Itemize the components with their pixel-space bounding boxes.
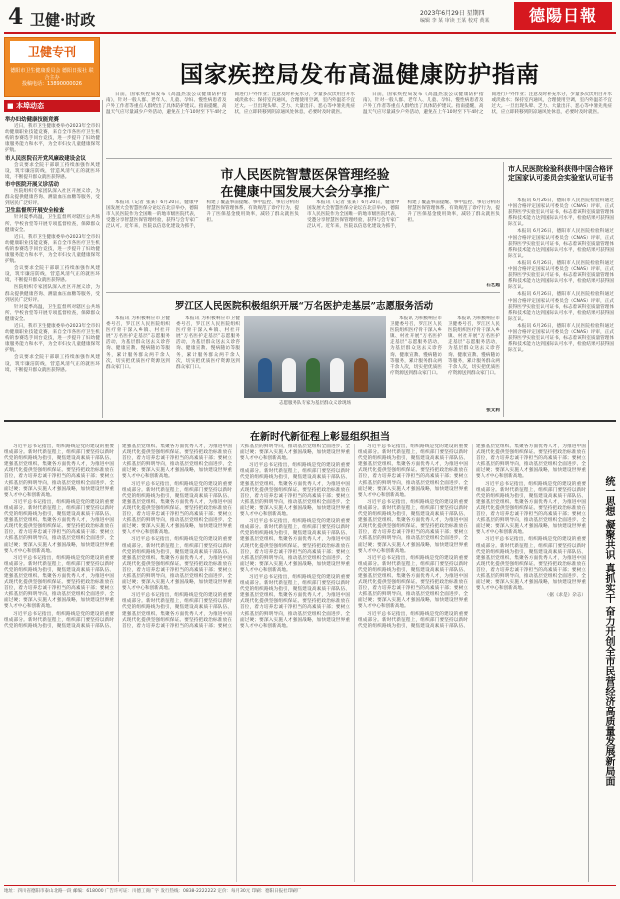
- news-headline: 市中医院开展义诊活动: [5, 181, 59, 188]
- news-body: 会议要求全院干部职工持续加强作风建设，筑牢廉洁防线，营造风清气正的就医环境，不断提升群众就医获得感。: [5, 355, 100, 373]
- section-divider: [106, 292, 500, 293]
- guide-article-body: [106, 92, 612, 154]
- article4-paragraph: 习近平总书记指出，组织路线是党的建设的重要组成部分。新时代新征程上，组织部门要坚持以新时代党的组织路线为指引，聚焦建设高素质干部队伍、建强基层党组织、集聚各方面优秀人才，为推进中国式现代化提供坚强组织保证。要坚持把政治标准放在首位，着力培养忠诚干净担当的高素质干部；要树立大抓基层的鲜明导向，推动基层党组织全面进步、全面过硬；要深入实施人才强国战略，加快建设世界重要人才中心和创新高地。: [122, 444, 350, 629]
- footer-rule: [4, 885, 616, 886]
- editor-credits: 编辑 李 某 审读 王某 校对 黄某: [420, 18, 490, 24]
- news-body: 近日，我市卫生健康委举办2023年全市妇幼健康职业技能竞赛，来自全市各医疗卫生机构的参赛选手同台竞技，进一步提升了妇幼健康服务能力和水平，为全市妇女儿童健康保驾护航。: [5, 234, 100, 265]
- news-bullet-icon: ■: [7, 102, 17, 110]
- article3-paragraph: 本报讯 为积极响应市卫健委号召，罗江区人民医院组织医疗骨干深入乡镇、村社开展“万名医护走基层”志愿服务活动，为基层群众送去义诊咨询、健康宣教、慢病随访等服务，累计服务群众两千余人次，切实把优质医疗资源送到群众家门口。: [390, 316, 442, 376]
- news-headline: 举办妇幼健康技能竞赛: [5, 117, 59, 123]
- sidebar-paragraph: 本报讯 6月26日，德阳市人民医院检验科通过中国合格评定国家认可委员会（CNAS）评审，正式获得医学实验室认可证书，标志着该科室质量管理体系和技术能力达到国际认可水平，检验结果可获得国际互认。: [508, 292, 614, 322]
- photo-figure: [306, 358, 320, 392]
- news-headline: 市人民医院召开党风廉政建设会议: [5, 155, 86, 162]
- article3-paragraph: 本报讯 为积极响应市卫健委号召，罗江区人民医院组织医疗骨干深入乡镇、村社开展“万名医护走基层”志愿服务活动，为基层群众送去义诊咨询、健康宣教、慢病随访等服务，累计服务群众两千余人次，切实把优质医疗资源送到群众家门口。: [176, 316, 240, 370]
- article3-title: 罗江区人民医院积极组织开展“万名医护走基层”志愿服务活动: [175, 301, 433, 312]
- article4-source: （据《求是》杂志）: [544, 593, 586, 599]
- sidebar-paragraph: 本报讯 6月26日，德阳市人民医院检验科通过中国合格评定国家认可委员会（CNAS）评审，正式获得医学实验室认可证书，标志着该科室质量管理体系和技术能力达到国际认可水平，检验结果可获得国际互认。: [508, 229, 614, 259]
- column-divider: [588, 440, 589, 882]
- local-news-label-text: 本埠动态: [16, 102, 45, 110]
- photo-figure: [258, 358, 272, 392]
- banner-title: 卫健专刊: [10, 41, 94, 63]
- sidebar-title: 市人民医院检验科获得中国合格评定国家认可委员会实验室认可证书: [508, 164, 613, 182]
- article4-paragraph: 习近平总书记指出，组织路线是党的建设的重要组成部分。新时代新征程上，组织部门要坚持以新时代党的组织路线为指引，聚焦建设高素质干部队伍、建强基层党组织、集聚各方面优秀人才，为推进中国式现代化提供坚强组织保证。要坚持把政治标准放在首位，着力培养忠诚干净担当的高素质干部；要树立大抓基层的鲜明导向，推动基层党组织全面进步、全面过硬；要深入实施人才强国战略，加快建设世界重要人才中心和创新高地。: [358, 444, 468, 498]
- news-body: 会议要求全院干部职工持续加强作风建设，筑牢廉洁防线，营造风清气正的就医环境，不断提升群众就医获得感。: [5, 162, 100, 180]
- article4-paragraph: 习近平总书记指出，组织路线是党的建设的重要组成部分。新时代新征程上，组织部门要坚持以新时代党的组织路线为指引，聚焦建设高素质干部队伍、建强基层党组织、集聚各方面优秀人才，为推进中国式现代化提供坚强组织保证。要坚持把政治标准放在首位，着力培养忠诚干净担当的高素质干部；要树立大抓基层的鲜明导向，推动基层党组织全面进步、全面过硬；要深入实施人才强国战略，加快建设世界重要人才中心和创新高地。: [4, 444, 232, 629]
- news-body: 会议要求全院干部职工持续加强作风建设，筑牢廉洁防线，营造风清气正的就医环境，不断提升群众就医获得感。: [5, 266, 100, 284]
- volunteer-photo: [244, 316, 386, 398]
- news-headline: 卫生监督所开展安全检查: [5, 208, 65, 215]
- photo-figure: [354, 358, 368, 392]
- article4-paragraph: 习近平总书记指出，组织路线是党的建设的重要组成部分。新时代新征程上，组织部门要坚持以新时代党的组织路线为指引，聚焦建设高素质干部队伍、建强基层党组织、集聚各方面优秀人才，为推进中国式现代化提供坚强组织保证。要坚持把政治标准放在首位，着力培养忠诚干净担当的高素质干部；要树立大抓基层的鲜明导向，推动基层党组织全面进步、全面过硬；要深入实施人才强国战略，加快建设世界重要人才中心和创新高地。: [4, 499, 114, 554]
- article4-paragraph: 习近平总书记指出，组织路线是党的建设的重要组成部分。新时代新征程上，组织部门要坚持以新时代党的组织路线为指引，聚焦建设高素质干部队伍、建强基层党组织、集聚各方面优秀人才，为推进中国式现代化提供坚强组织保证。要坚持把政治标准放在首位，着力培养忠诚干净担当的高素质干部；要树立大抓基层的鲜明导向，推动基层党组织全面进步、全面过硬；要深入实施人才强国战略，加快建设世界重要人才中心和创新高地。: [358, 499, 468, 554]
- article4-paragraph: 习近平总书记指出，组织路线是党的建设的重要组成部分。新时代新征程上，组织部门要坚持以新时代党的组织路线为指引，聚焦建设高素质干部队伍、建强基层党组织、集聚各方面优秀人才，为推进中国式现代化提供坚强组织保证。要坚持把政治标准放在首位，着力培养忠诚干净担当的高素质干部；要树立大抓基层的鲜明导向，推动基层党组织全面进步、全面过硬；要深入实施人才强国战略，加快建设世界重要人才中心和创新高地。: [358, 444, 586, 629]
- article4-paragraph: 习近平总书记指出，组织路线是党的建设的重要组成部分。新时代新征程上，组织部门要坚持以新时代党的组织路线为指引，聚焦建设高素质干部队伍、建强基层党组织、集聚各方面优秀人才，为推进中国式现代化提供坚强组织保证。要坚持把政治标准放在首位，着力培养忠诚干净担当的高素质干部；要树立大抓基层的鲜明导向，推动基层党组织全面进步、全面过硬；要深入实施人才强国战略，加快建设世界重要人才中心和创新高地。: [4, 555, 114, 610]
- article4-paragraph: 习近平总书记指出，组织路线是党的建设的重要组成部分。新时代新征程上，组织部门要坚持以新时代党的组织路线为指引，聚焦建设高素质干部队伍、建强基层党组织、集聚各方面优秀人才，为推进中国式现代化提供坚强组织保证。要坚持把政治标准放在首位，着力培养忠诚干净担当的高素质干部；要树立大抓基层的鲜明导向，推动基层党组织全面进步、全面过硬；要深入实施人才强国战略，加快建设世界重要人才中心和创新高地。: [122, 537, 232, 592]
- guide-paragraph: 日前，国家疾控局发布《高温热浪公众健康防护指南》，针对一般人群、老年人、儿童、孕妇、慢性病患者及户外工作者等重点人群给出了具体防护建议。指南提醒，高温天气应尽量减少户外活动，避免在上午10时至下午4时之间进行户外作业；注意及时补充水分，少量多次饮用白开水或淡盐水；保持室内通风，合理使用空调，室内外温差不宜过大。一旦出现头晕、乏力、大量出汗、恶心等中暑先兆症状，应立即转移到阴凉通风处休息，必要时及时就医。: [363, 92, 612, 116]
- article4-paragraph: 习近平总书记指出，组织路线是党的建设的重要组成部分。新时代新征程上，组织部门要坚持以新时代党的组织路线为指引，聚焦建设高素质干部队伍、建强基层党组织、集聚各方面优秀人才，为推进中国式现代化提供坚强组织保证。要坚持把政治标准放在首位，着力培养忠诚干净担当的高素质干部；要树立大抓基层的鲜明导向，推动基层党组织全面进步、全面过硬；要深入实施人才强国战略，加快建设世界重要人才中心和创新高地。: [122, 481, 232, 536]
- article2-body: [106, 200, 500, 282]
- news-body: 医院组织专家团队深入社区开展义诊，为群众提供健康咨询、测量血压血糖等服务，受到居民广泛好评。: [5, 189, 100, 207]
- article4-paragraph: 习近平总书记指出，组织路线是党的建设的重要组成部分。新时代新征程上，组织部门要坚持以新时代党的组织路线为指引，聚焦建设高素质干部队伍、建强基层党组织、集聚各方面优秀人才，为推进中国式现代化提供坚强组织保证。要坚持把政治标准放在首位，着力培养忠诚干净担当的高素质干部；要树立大抓基层的鲜明导向，推动基层党组织全面进步、全面过硬；要深入实施人才强国战略，加快建设世界重要人才中心和创新高地。: [240, 574, 350, 629]
- article3-paragraph: 本报讯 为积极响应市卫健委号召，罗江区人民医院组织医疗骨干深入乡镇、村社开展“万名医护走基层”志愿服务活动，为基层群众送去义诊咨询、健康宣教、慢病随访等服务，累计服务群众两千余人次，切实把优质医疗资源送到群众家门口。: [106, 316, 170, 370]
- local-news-column: [5, 116, 100, 416]
- article4-paragraph: 习近平总书记指出，组织路线是党的建设的重要组成部分。新时代新征程上，组织部门要坚持以新时代党的组织路线为指引，聚焦建设高素质干部队伍、建强基层党组织、集聚各方面优秀人才，为推进中国式现代化提供坚强组织保证。要坚持把政治标准放在首位，着力培养忠诚干净担当的高素质干部；要树立大抓基层的鲜明导向，推动基层党组织全面进步、全面过硬；要深入实施人才强国战略，加快建设世界重要人才中心和创新高地。: [4, 444, 114, 498]
- header-rule: [4, 32, 616, 34]
- article2-title-line1: 市人民医院智慧医保管理经验: [220, 168, 390, 183]
- section-title: 卫健·时政: [30, 11, 96, 29]
- main-headline: 国家疾控局发布高温健康防护指南: [180, 61, 540, 88]
- column-divider: [102, 100, 103, 418]
- news-body: 针对夏季高温，卫生监督所对辖区公共场所、学校食堂等开展专项监督检查，保障群众健康安全。: [5, 304, 100, 322]
- sidebar-paragraph: 本报讯 6月26日，德阳市人民医院检验科通过中国合格评定国家认可委员会（CNAS）评审，正式获得医学实验室认可证书，标志着该科室质量管理体系和技术能力达到国际认可水平，检验结果可获得国际互认。: [508, 198, 614, 228]
- article3-body-right: [390, 316, 500, 408]
- article4-paragraph: 习近平总书记指出，组织路线是党的建设的重要组成部分。新时代新征程上，组织部门要坚持以新时代党的组织路线为指引，聚焦建设高素质干部队伍、建强基层党组织、集聚各方面优秀人才，为推进中国式现代化提供坚强组织保证。要坚持把政治标准放在首位，着力培养忠诚干净担当的高素质干部；要树立大抓基层的鲜明导向，推动基层党组织全面进步、全面过硬；要深入实施人才强国战略，加快建设世界重要人才中心和创新高地。: [240, 519, 350, 573]
- issue-date: 2023年6月29日 星期四: [420, 10, 485, 17]
- article4-paragraph: 习近平总书记指出，组织路线是党的建设的重要组成部分。新时代新征程上，组织部门要坚持以新时代党的组织路线为指引，聚焦建设高素质干部队伍、建强基层党组织、集聚各方面优秀人才，为推进中国式现代化提供坚强组织保证。要坚持把政治标准放在首位，着力培养忠诚干净担当的高素质干部；要树立大抓基层的鲜明导向，推动基层党组织全面进步、全面过硬；要深入实施人才强国战略，加快建设世界重要人才中心和创新高地。: [476, 481, 586, 536]
- sidebar-paragraph: 本报讯 6月26日，德阳市人民医院检验科通过中国合格评定国家认可委员会（CNAS）评审，正式获得医学实验室认可证书，标志着该科室质量管理体系和技术能力达到国际认可水平，检验结果可获得国际互认。: [508, 260, 614, 291]
- article4-paragraph: 习近平总书记指出，组织路线是党的建设的重要组成部分。新时代新征程上，组织部门要坚持以新时代党的组织路线为指引，聚焦建设高素质干部队伍、建强基层党组织、集聚各方面优秀人才，为推进中国式现代化提供坚强组织保证。要坚持把政治标准放在首位，着力培养忠诚干净担当的高素质干部；要树立大抓基层的鲜明导向，推动基层党组织全面进步、全面过硬；要深入实施人才强国战略，加快建设世界重要人才中心和创新高地。: [240, 463, 350, 518]
- article3-paragraph: 本报讯 为积极响应市卫健委号召，罗江区人民医院组织医疗骨干深入乡镇、村社开展“万名医护走基层”志愿服务活动，为基层群众送去义诊咨询、健康宣教、慢病随访等服务，累计服务群众两千余人次，切实把优质医疗资源送到群众家门口。: [448, 316, 500, 376]
- footer-info: 地址：四川省德阳市泰山北路一段 邮编：618000 广告许可证：川德工商广字 发行热线：0838-2222222 定价：每月30元 印刷：德阳日报社印刷厂: [4, 889, 302, 894]
- banner-subtitle: 德阳市卫生健康委员会 德阳日报社 联合主办: [10, 68, 94, 81]
- vertical-headline: 统一思想 凝聚共识 真抓实干 奋力开创全市民营经济高质量发展新局面: [603, 476, 614, 787]
- news-body: 医院组织专家团队深入社区开展义诊，为群众提供健康咨询、测量血压血糖等服务，受到居民广泛好评。: [5, 285, 100, 303]
- news-body: 针对夏季高温，卫生监督所对辖区公共场所、学校食堂等开展专项监督检查，保障群众健康安全。: [5, 215, 100, 233]
- article2-paragraph: 本报讯（记者 张某）6月20日，健康中国发展大会智慧医保分论坛在北京举办，德阳市人民医院作为全国唯一的地市级医院代表，受邀分享智慧医保管理经验，获得与会专家广泛认可。近年来，医院以信息化建设为抓手，构建了覆盖事前提醒、事中监控、事后分析的智慧医保管理体系，有效规范了诊疗行为，提升了医保基金使用效率，减轻了群众就医负担。: [307, 200, 500, 230]
- article3-author: 张文莉: [486, 408, 500, 413]
- sidebar-body: [508, 198, 614, 416]
- half-divider: [4, 420, 616, 422]
- column-divider: [503, 162, 504, 417]
- news-body: 近日，我市卫生健康委举办2023年全市妇幼健康职业技能竞赛，来自全市各医疗卫生机构的参赛选手同台竞技，进一步提升了妇幼健康服务能力和水平，为全市妇女儿童健康保驾护航。: [5, 124, 100, 154]
- local-news-label: [4, 100, 100, 112]
- photo-caption: 志愿服务队专家为基层群众义诊现场: [279, 401, 351, 406]
- article3-body-left: [106, 316, 240, 416]
- article4-title: 在新时代新征程上彰显组织担当: [250, 432, 390, 443]
- article2-author: 石艺超: [486, 283, 500, 288]
- article2-title-line2: 在健康中国发展大会分享推广: [220, 185, 390, 200]
- sidebar-paragraph: 本报讯 6月26日，德阳市人民医院检验科通过中国合格评定国家认可委员会（CNAS）评审，正式获得医学实验室认可证书，标志着该科室质量管理体系和技术能力达到国际认可水平，检验结果可获得国际互认。: [508, 323, 614, 354]
- section-divider: [106, 158, 612, 159]
- article4-body: [4, 444, 586, 882]
- article2-paragraph: 本报讯（记者 张某）6月20日，健康中国发展大会智慧医保分论坛在北京举办，德阳市人民医院作为全国唯一的地市级医院代表，受邀分享智慧医保管理经验，获得与会专家广泛认可。近年来，医院以信息化建设为抓手，构建了覆盖事前提醒、事中监控、事后分析的智慧医保管理体系，有效规范了诊疗行为，提升了医保基金使用效率，减轻了群众就医负担。: [106, 200, 299, 230]
- photo-figure: [330, 358, 344, 392]
- guide-paragraph: 日前，国家疾控局发布《高温热浪公众健康防护指南》，针对一般人群、老年人、儿童、孕妇、慢性病患者及户外工作者等重点人群给出了具体防护建议。指南提醒，高温天气应尽量减少户外活动，避免在上午10时至下午4时之间进行户外作业；注意及时补充水分，少量多次饮用白开水或淡盐水；保持室内通风，合理使用空调，室内外温差不宜过大。一旦出现头晕、乏力、大量出汗、恶心等中暑先兆症状，应立即转移到阴凉通风处休息，必要时及时就医。: [106, 92, 355, 116]
- photo-figure: [282, 358, 296, 392]
- newspaper-logo: 德陽日報: [514, 2, 612, 30]
- news-body: 近日，我市卫生健康委举办2023年全市妇幼健康职业技能竞赛，来自全市各医疗卫生机构的参赛选手同台竞技，进一步提升了妇幼健康服务能力和水平，为全市妇女儿童健康保驾护航。: [5, 324, 100, 354]
- page-number: 4: [8, 4, 24, 30]
- article4-paragraph: 习近平总书记指出，组织路线是党的建设的重要组成部分。新时代新征程上，组织部门要坚持以新时代党的组织路线为指引，聚焦建设高素质干部队伍、建强基层党组织、集聚各方面优秀人才，为推进中国式现代化提供坚强组织保证。要坚持把政治标准放在首位，着力培养忠诚干净担当的高素质干部；要树立大抓基层的鲜明导向，推动基层党组织全面进步、全面过硬；要深入实施人才强国战略，加快建设世界重要人才中心和创新高地。: [476, 537, 586, 592]
- article4-paragraph: 习近平总书记指出，组织路线是党的建设的重要组成部分。新时代新征程上，组织部门要坚持以新时代党的组织路线为指引，聚焦建设高素质干部队伍、建强基层党组织、集聚各方面优秀人才，为推进中国式现代化提供坚强组织保证。要坚持把政治标准放在首位，着力培养忠诚干净担当的高素质干部；要树立大抓基层的鲜明导向，推动基层党组织全面进步、全面过硬；要深入实施人才强国战略，加快建设世界重要人才中心和创新高地。: [358, 555, 468, 610]
- banner-phone: 投稿电话：13890000026: [22, 81, 82, 87]
